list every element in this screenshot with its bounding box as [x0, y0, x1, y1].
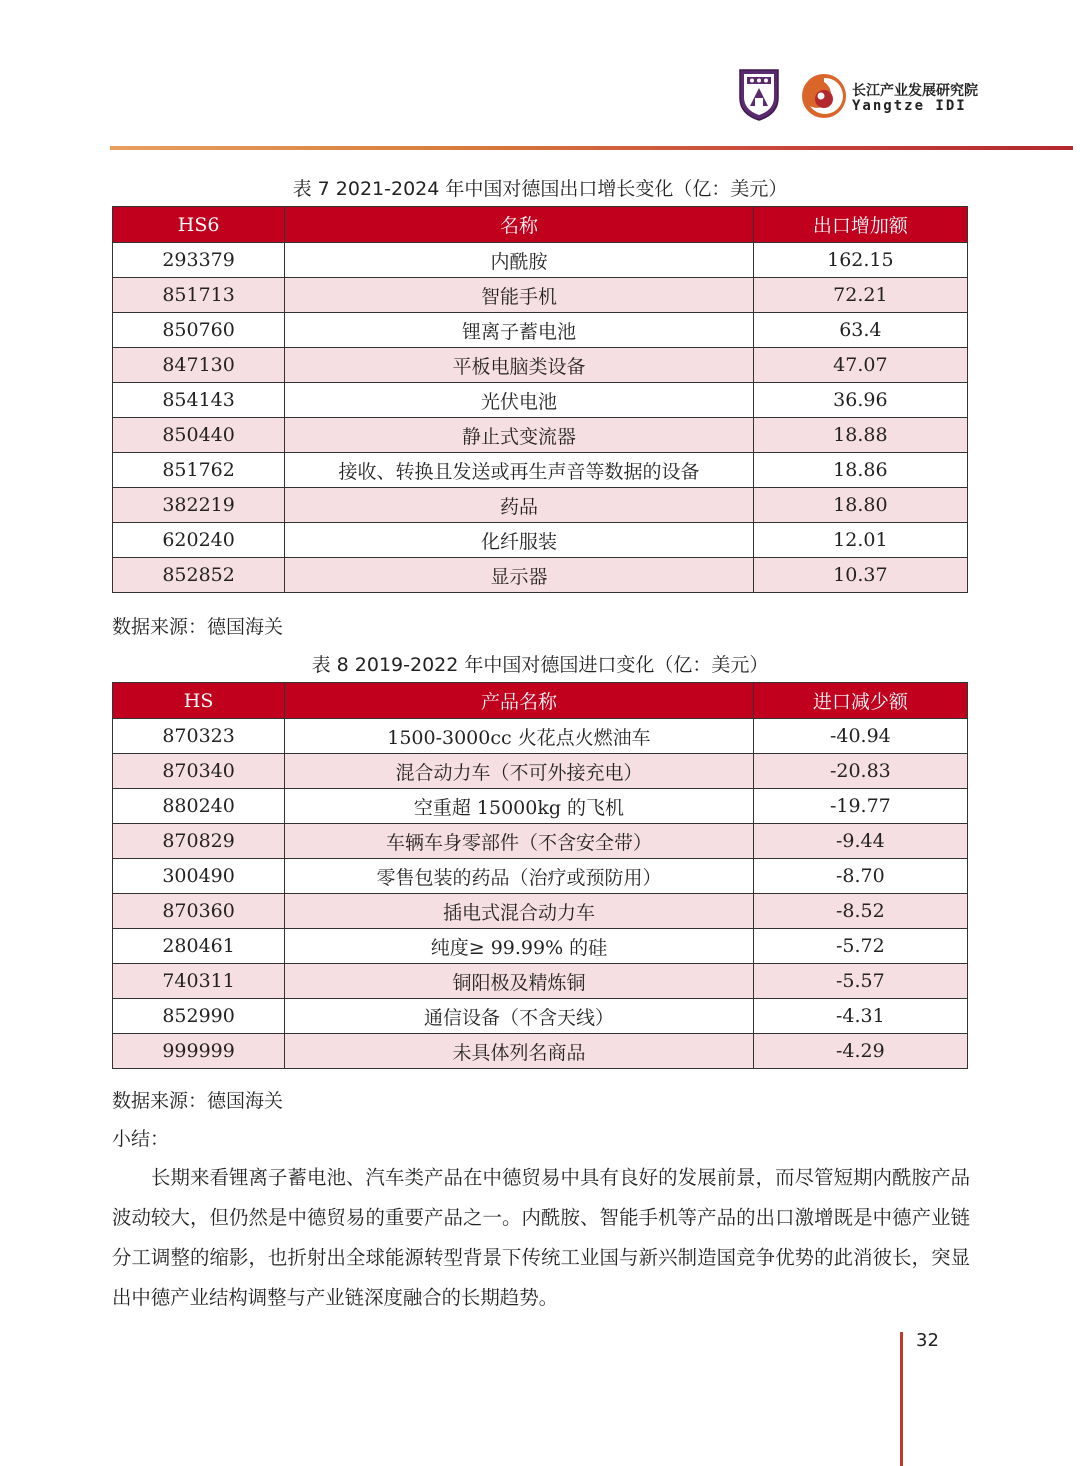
product-name-cell: 锂离子蓄电池 [285, 313, 754, 348]
table-row [113, 929, 968, 964]
table-row [113, 754, 968, 789]
table-row [113, 348, 968, 383]
table-row [113, 453, 968, 488]
hs-code-cell: 870360 [113, 894, 285, 929]
value-cell: -5.57 [753, 964, 967, 999]
product-name-cell: 药品 [285, 488, 754, 523]
table-row [113, 859, 968, 894]
product-name-cell: 混合动力车（不可外接充电） [285, 754, 754, 789]
value-cell: 63.4 [753, 313, 967, 348]
column-header: 出口增加额 [753, 207, 967, 243]
product-name-cell: 空重超 15000kg 的飞机 [285, 789, 754, 824]
product-name-cell: 化纤服装 [285, 523, 754, 558]
value-cell: 162.15 [753, 243, 967, 278]
value-cell: 36.96 [753, 383, 967, 418]
product-name-cell: 静止式变流器 [285, 418, 754, 453]
value-cell: -20.83 [753, 754, 967, 789]
export-growth-table [112, 206, 968, 593]
hs-code-cell: 850440 [113, 418, 285, 453]
value-cell: 10.37 [753, 558, 967, 593]
value-cell: 18.86 [753, 453, 967, 488]
import-decline-table [112, 682, 968, 1069]
table8-source: 数据来源：德国海关 [112, 1090, 284, 1112]
hs-code-cell: 851713 [113, 278, 285, 313]
value-cell: 12.01 [753, 523, 967, 558]
brand-name-cn: 长江产业发展研究院 [852, 83, 978, 99]
page-header [0, 0, 1080, 160]
table-row [113, 418, 968, 453]
hs-code-cell: 852852 [113, 558, 285, 593]
product-name-cell: 未具体列名商品 [285, 1034, 754, 1069]
hs-code-cell: 870340 [113, 754, 285, 789]
value-cell: 47.07 [753, 348, 967, 383]
table8-caption: 表 8 2019-2022 年中国对德国进口变化（亿：美元） [311, 654, 769, 676]
page-number: 32 [916, 1330, 939, 1351]
table-row [113, 719, 968, 754]
table-row [113, 523, 968, 558]
value-cell: -8.70 [753, 859, 967, 894]
value-cell: -4.29 [753, 1034, 967, 1069]
table-header-row [113, 683, 968, 719]
table-row [113, 488, 968, 523]
product-name-cell: 光伏电池 [285, 383, 754, 418]
product-name-cell: 插电式混合动力车 [285, 894, 754, 929]
hs-code-cell: 382219 [113, 488, 285, 523]
product-name-cell: 纯度≥ 99.99% 的硅 [285, 929, 754, 964]
hs-code-cell: 300490 [113, 859, 285, 894]
product-name-cell: 车辆车身零部件（不含安全带） [285, 824, 754, 859]
product-name-cell: 接收、转换且发送或再生声音等数据的设备 [285, 453, 754, 488]
product-name-cell: 内酰胺 [285, 243, 754, 278]
brand-name-en: Yangtze IDI [852, 98, 967, 114]
value-cell: 18.88 [753, 418, 967, 453]
table7-caption: 表 7 2021-2024 年中国对德国出口增长变化（亿：美元） [292, 178, 788, 200]
hs-code-cell: 870323 [113, 719, 285, 754]
table-row [113, 824, 968, 859]
hs-code-cell: 870829 [113, 824, 285, 859]
value-cell: -40.94 [753, 719, 967, 754]
value-cell: -8.52 [753, 894, 967, 929]
product-name-cell: 铜阳极及精炼铜 [285, 964, 754, 999]
hs-code-cell: 852990 [113, 999, 285, 1034]
value-cell: -9.44 [753, 824, 967, 859]
table-row [113, 278, 968, 313]
table-row [113, 964, 968, 999]
hs-code-cell: 999999 [113, 1034, 285, 1069]
hs-code-cell: 851762 [113, 453, 285, 488]
table-row [113, 789, 968, 824]
table-header-row [113, 207, 968, 243]
table-row [113, 383, 968, 418]
value-cell: -5.72 [753, 929, 967, 964]
hs-code-cell: 280461 [113, 929, 285, 964]
product-name-cell: 零售包装的药品（治疗或预防用） [285, 859, 754, 894]
university-crest-icon [738, 68, 780, 122]
value-cell: 72.21 [753, 278, 967, 313]
hs-code-cell: 620240 [113, 523, 285, 558]
hs-code-cell: 854143 [113, 383, 285, 418]
column-header: HS [113, 683, 285, 719]
header-divider [110, 146, 1073, 150]
product-name-cell: 显示器 [285, 558, 754, 593]
table-row [113, 999, 968, 1034]
column-header: HS6 [113, 207, 285, 243]
hs-code-cell: 740311 [113, 964, 285, 999]
table-row [113, 894, 968, 929]
table7-source: 数据来源：德国海关 [112, 616, 284, 638]
value-cell: -19.77 [753, 789, 967, 824]
column-header: 名称 [285, 207, 754, 243]
hs-code-cell: 880240 [113, 789, 285, 824]
summary-paragraph: 长期来看锂离子蓄电池、汽车类产品在中德贸易中具有良好的发展前景，而尽管短期内酰胺产品波动较大，但仍然是中德贸易的重要产品之一。内酰胺、智能手机等产品的出口激增既是中德产业链分工调整的缩影，也折射出全球能源转型背景下传统工业国与新兴制造国竞争优势的此消彼长，突显出中德产业结构调整与产业链深度融合的长期趋势。 [112, 1166, 970, 1309]
table-row [113, 1034, 968, 1069]
product-name-cell: 通信设备（不含天线） [285, 999, 754, 1034]
column-header: 进口减少额 [753, 683, 967, 719]
page-number-divider [900, 1332, 903, 1466]
table-row [113, 243, 968, 278]
product-name-cell: 1500-3000cc 火花点火燃油车 [285, 719, 754, 754]
hs-code-cell: 847130 [113, 348, 285, 383]
table-row [113, 558, 968, 593]
column-header: 产品名称 [285, 683, 754, 719]
hs-code-cell: 850760 [113, 313, 285, 348]
value-cell: -4.31 [753, 999, 967, 1034]
table-row [113, 313, 968, 348]
summary-heading: 小结： [112, 1128, 170, 1150]
hs-code-cell: 293379 [113, 243, 285, 278]
product-name-cell: 智能手机 [285, 278, 754, 313]
yangtze-idi-logo-icon [800, 72, 848, 120]
value-cell: 18.80 [753, 488, 967, 523]
product-name-cell: 平板电脑类设备 [285, 348, 754, 383]
